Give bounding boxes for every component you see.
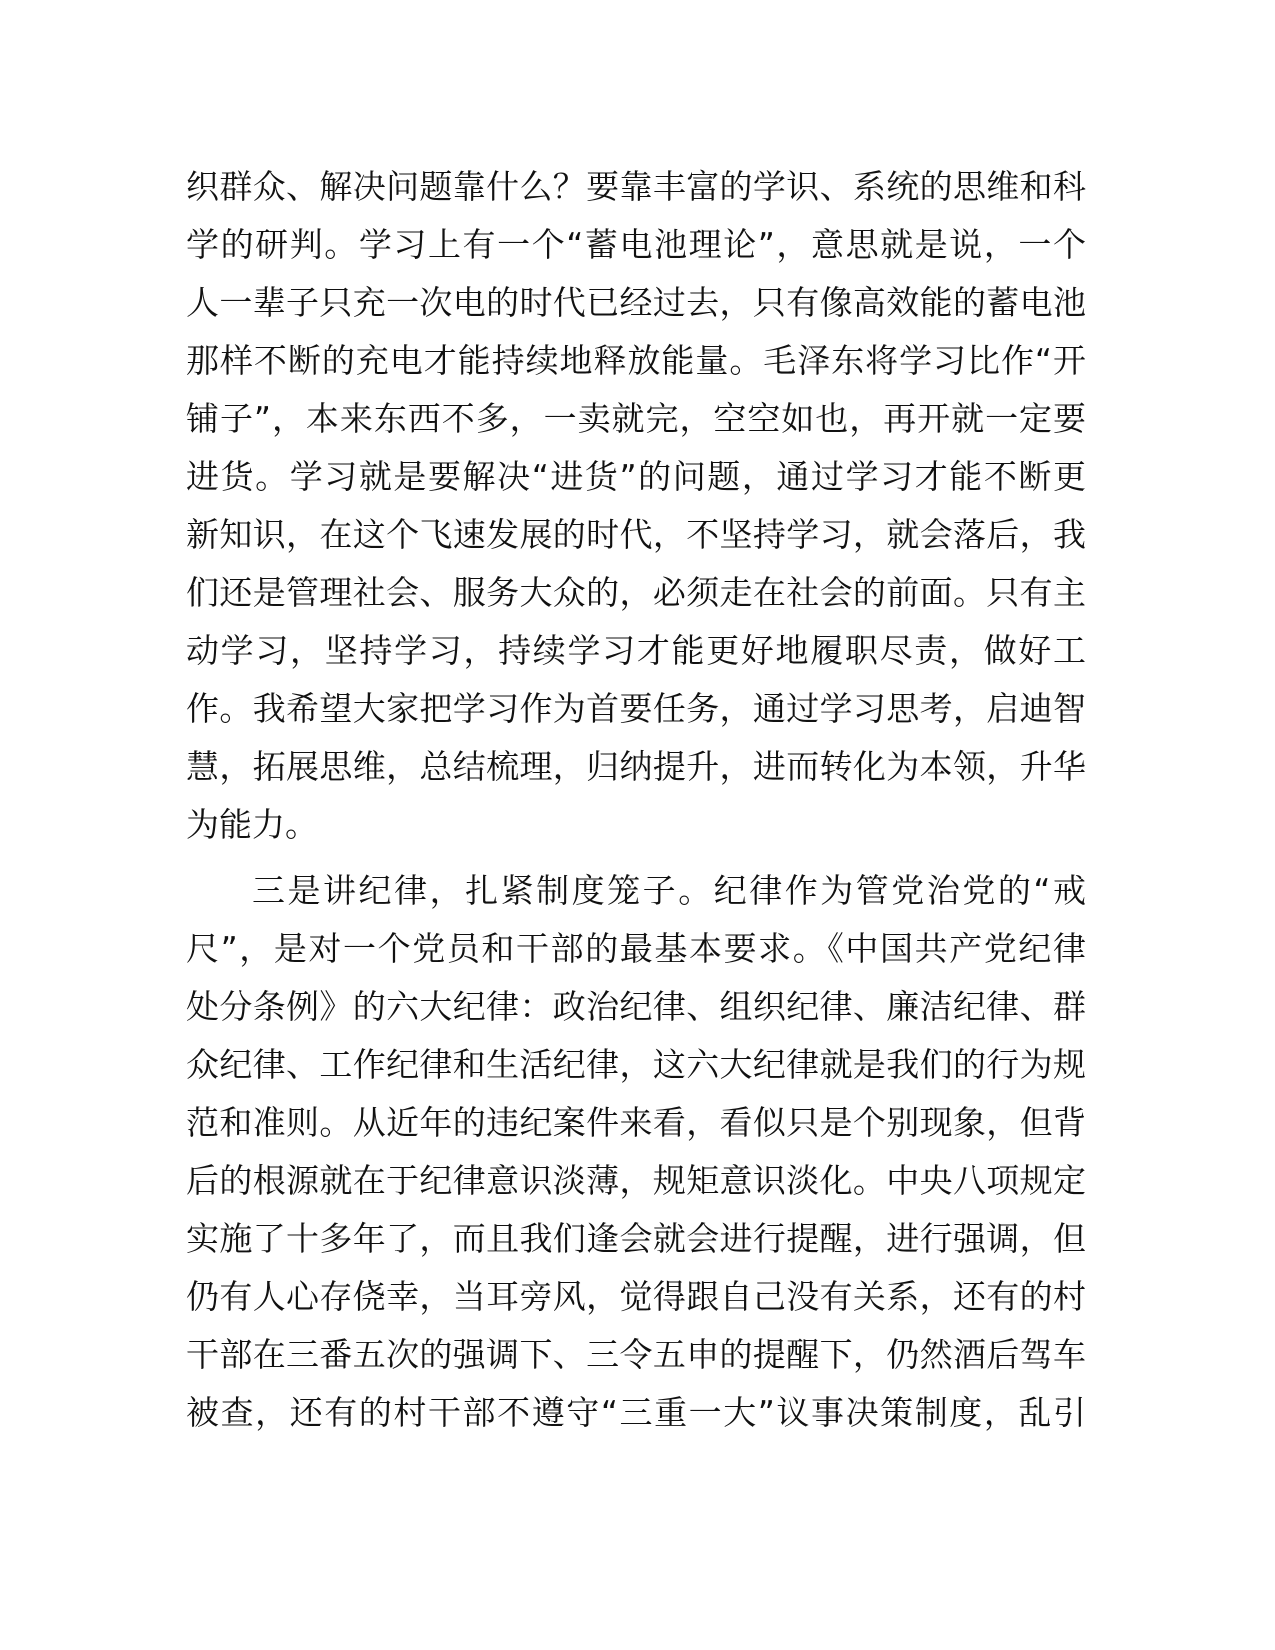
text-line: 们还是管理社会、服务大众的，必须走在社会的前面。只有主 [186,573,1086,612]
text-line: 尺”，是对一个党员和干部的最基本要求。《中国共产党纪律 [186,929,1086,968]
text-line: 为能力。 [186,805,318,844]
text-line: 实施了十多年了，而且我们逢会就会进行提醒，进行强调，但 [186,1219,1086,1258]
text-line: 新知识，在这个飞速发展的时代，不坚持学习，就会落后，我 [186,515,1086,554]
text-line: 被查，还有的村干部不遵守“三重一大”议事决策制度，乱引 [186,1393,1086,1432]
text-line: 织群众、解决问题靠什么？要靠丰富的学识、系统的思维和科 [186,167,1086,206]
text-line: 三是讲纪律，扎紧制度笼子。纪律作为管党治党的“戒 [252,871,1086,910]
text-line: 进货。学习就是要解决“进货”的问题，通过学习才能不断更 [186,457,1086,496]
text-line: 干部在三番五次的强调下、三令五申的提醒下，仍然酒后驾车 [186,1335,1086,1374]
text-line: 动学习，坚持学习，持续学习才能更好地履职尽责，做好工 [186,631,1086,670]
document-body [186,158,1086,1442]
paragraph-1 [186,158,1086,854]
text-line: 仍有人心存侥幸，当耳旁风，觉得跟自己没有关系，还有的村 [186,1277,1086,1316]
text-line: 后的根源就在于纪律意识淡薄，规矩意识淡化。中央八项规定 [186,1161,1086,1200]
text-line: 人一辈子只充一次电的时代已经过去，只有像高效能的蓄电池 [186,283,1086,322]
text-line: 铺子”，本来东西不多，一卖就完，空空如也，再开就一定要 [186,399,1086,438]
text-line: 作。我希望大家把学习作为首要任务，通过学习思考，启迪智 [186,689,1086,728]
text-line: 众纪律、工作纪律和生活纪律，这六大纪律就是我们的行为规 [186,1045,1086,1084]
text-line: 范和准则。从近年的违纪案件来看，看似只是个别现象，但背 [186,1103,1086,1142]
text-line: 慧，拓展思维，总结梳理，归纳提升，进而转化为本领，升华 [186,747,1086,786]
text-line: 学的研判。学习上有一个“蓄电池理论”，意思就是说，一个 [186,225,1086,264]
text-line: 那样不断的充电才能持续地释放能量。毛泽东将学习比作“开 [186,341,1086,380]
paragraph-2 [186,862,1086,1442]
text-line: 处分条例》的六大纪律：政治纪律、组织纪律、廉洁纪律、群 [186,987,1086,1026]
